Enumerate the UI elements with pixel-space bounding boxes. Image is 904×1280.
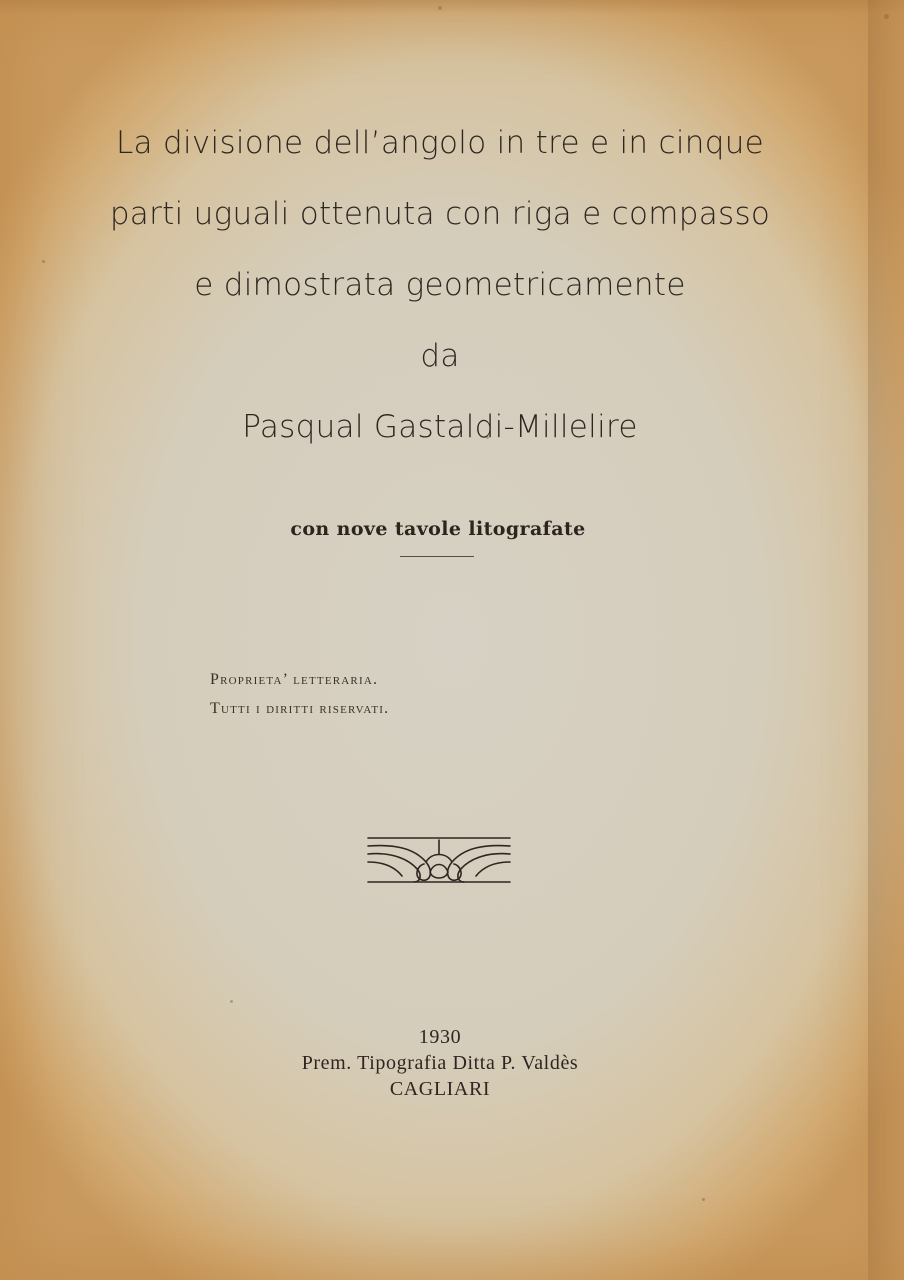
printer-name: Prem. Tipografia Ditta P. Valdès bbox=[301, 1052, 579, 1074]
paper-speck bbox=[702, 1198, 705, 1201]
author-name: Pasqual Gastaldi-Millelire bbox=[242, 409, 638, 445]
top-edge-stain bbox=[0, 0, 904, 14]
art-nouveau-ornament-icon bbox=[364, 832, 514, 888]
rights-line-2: Tutti i diritti riservati. bbox=[210, 700, 390, 717]
paper-speck bbox=[438, 6, 442, 10]
paper-speck bbox=[884, 14, 889, 19]
paper-speck bbox=[230, 1000, 233, 1003]
imprint bbox=[190, 1024, 690, 1102]
title-by: da bbox=[420, 338, 460, 374]
publication-city: CAGLIARI bbox=[389, 1078, 491, 1100]
rights-line-1: Proprieta’ letteraria. bbox=[210, 671, 379, 688]
subtitle: con nove tavole litografate bbox=[290, 518, 586, 540]
title-line-3: e dimostrata geometricamente bbox=[194, 267, 686, 303]
divider bbox=[400, 556, 474, 557]
paper-speck bbox=[486, 436, 489, 439]
publication-year: 1930 bbox=[418, 1026, 462, 1048]
right-edge-stain bbox=[868, 0, 904, 1280]
book-title bbox=[90, 108, 790, 463]
title-line-1: La divisione dell’angolo in tre e in cinque bbox=[115, 125, 765, 161]
title-line-2: parti uguali ottenuta con riga e compasso bbox=[109, 196, 771, 232]
rights-notice bbox=[210, 665, 389, 723]
paper-speck bbox=[42, 260, 45, 263]
